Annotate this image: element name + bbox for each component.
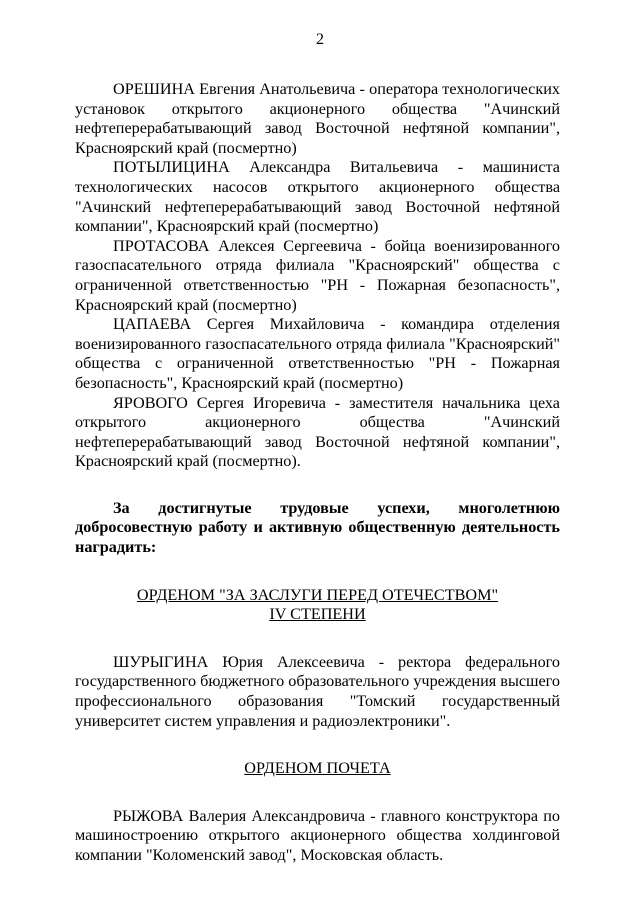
order-title-merit-fatherland: ОРДЕНОМ "ЗА ЗАСЛУГИ ПЕРЕД ОТЕЧЕСТВОМ" xyxy=(136,585,499,604)
order-section-merit-fatherland xyxy=(75,586,560,732)
decree-statement: За достигнутые трудовые успехи, многолетнюю добросовестную работу и активную общественную деятельность наградить: xyxy=(75,498,560,557)
awardee-paragraph-oreshin: ОРЕШИНА Евгения Анатольевича - оператора технологических установок открытого акционерного общества "Ачинский нефтеперерабатывающий завод Восточной нефтяной компании", Красноярский край (посмертно) xyxy=(75,80,560,157)
awardee-paragraph-shurygin: ШУРЫГИНА Юрия Алексеевича - ректора федерального государственного бюджетного образовательного учреждения высшего профессионального образования "Томский государственный университет систем управления и радиоэлектроники". xyxy=(75,652,560,730)
awardee-paragraph-ryzhov: РЫЖОВА Валерия Александровича - главного конструктора по машиностроению открытого акционерного общества холдинговой компании "Коломенский завод", Московская область. xyxy=(75,806,560,864)
awardee-paragraph-yarovoy: ЯРОВОГО Сергея Игоревича - заместителя начальника цеха открытого акционерного общества "Ачинский нефтеперерабатывающий завод Восточной нефтяной компании", Красноярский край (посмертно). xyxy=(75,393,560,471)
document-body xyxy=(75,80,560,866)
awardee-paragraph-tsapaev: ЦАПАЕВА Сергея Михайловича - командира отделения военизированного газоспасательного отряда филиала "Красноярский" общества с ограниченной ответственностью "РН - Пожарная безопасность", Красноярский край (посмертно) xyxy=(75,315,560,392)
awardee-paragraph-protasov: ПРОТАСОВА Алексея Сергеевича - бойца военизированного газоспасательного отряда филиала "Красноярский" общества с ограниченной ответственностью "РН - Пожарная безопасность", Красноярский край (посмертно) xyxy=(75,236,560,314)
page-number: 2 xyxy=(316,31,324,48)
order-section-honor xyxy=(75,759,560,865)
order-title-honor: ОРДЕНОМ ПОЧЕТА xyxy=(244,759,391,778)
awardee-paragraph-potylitsin: ПОТЫЛИЦИНА Александра Витальевича - машиниста технологических насосов открытого акционерного общества "Ачинский нефтеперерабатывающий завод Восточной нефтяной компании", Красноярский край (посмертно) xyxy=(75,158,560,236)
order-title-degree: IV СТЕПЕНИ xyxy=(269,605,366,624)
